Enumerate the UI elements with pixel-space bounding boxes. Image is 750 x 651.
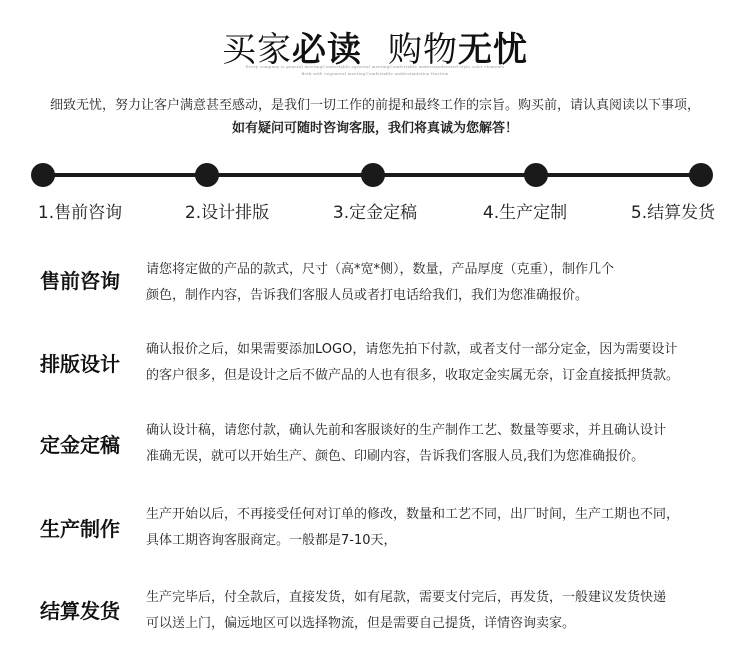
section-line: 确认设计稿，请您付款，确认先前和客服谈好的生产制作工艺、数量等要求，并且确认设计	[146, 423, 667, 438]
timeline-step-3: 3.定金定稿	[332, 203, 418, 223]
timeline-dot-5	[689, 163, 713, 187]
timeline-dot-2	[195, 163, 219, 187]
process-timeline	[0, 160, 750, 230]
section-heading: 生产制作	[40, 517, 120, 541]
section-line: 生产完毕后，付全款后，直接发货，如有尾款，需要支付完后，再发货，一般建议发货快递	[146, 590, 667, 605]
title-part-3: 购物	[388, 30, 458, 70]
subtitle-line-2: Both with vegeneral meetingComfortable understanlation fraction	[301, 71, 449, 76]
timeline-dot-4	[524, 163, 548, 187]
timeline-step-5: 5.结算发货	[630, 203, 716, 223]
intro-text-line-2: 如有疑问可随时咨询客服，我们将真诚为您解答！	[231, 121, 518, 136]
section-body	[146, 585, 736, 637]
section-line: 的客户很多，但是设计之后不做产品的人也有很多，收取定金实属无奈，订金直接抵押货款。	[146, 368, 680, 383]
section-line: 确认报价之后，如果需要添加LOGO，请您先拍下付款，或者支付一部分定金，因为需要设计	[146, 342, 678, 357]
section-body	[146, 257, 736, 309]
section-heading: 结算发货	[40, 599, 120, 623]
section-line: 具体工期咨询客服商定。一般都是7-10天，	[146, 533, 397, 548]
timeline-step-1: 1.售前咨询	[37, 203, 123, 223]
section-line: 准确无误，就可以开始生产、颜色、印刷内容，告诉我们客服人员,我们为您准确报价。	[146, 449, 645, 464]
timeline-step-4: 4.生产定制	[482, 203, 568, 223]
intro-text-line-1: 细致无忧，努力让客户满意甚至感动，是我们一切工作的前提和最终工作的宗旨。购买前，请认真阅读以下事项，	[49, 98, 700, 113]
section-line: 可以送上门，偏远地区可以选择物流，但是需要自己提货，详情咨询卖家。	[146, 616, 576, 631]
subtitle-line-1: Every company is general meetingComfortable agreeral meetingComfortable understanderated style color elements	[245, 64, 505, 69]
title-part-4: 无忧	[458, 30, 528, 70]
section-body	[146, 337, 736, 389]
section-heading: 售前咨询	[40, 269, 120, 293]
title-part-1: 买家	[222, 30, 292, 70]
section-line: 请您将定做的产品的款式，尺寸（高*宽*侧），数量，产品厚度（克重），制作几个	[146, 262, 615, 277]
section-heading: 定金定稿	[40, 433, 120, 457]
section-line: 颜色，制作内容，告诉我们客服人员或者打电话给我们，我们为您准确报价。	[146, 288, 589, 303]
section-heading: 排版设计	[40, 352, 120, 376]
timeline-dot-1	[31, 163, 55, 187]
title-part-2: 必读	[292, 30, 362, 70]
section-line: 生产开始以后，不再接受任何对订单的修改，数量和工艺不同，出厂时间，生产工期也不同，	[146, 507, 680, 522]
timeline-step-2: 2.设计排版	[184, 203, 270, 223]
timeline-dot-3	[361, 163, 385, 187]
section-body	[146, 418, 736, 470]
section-body	[146, 502, 736, 554]
